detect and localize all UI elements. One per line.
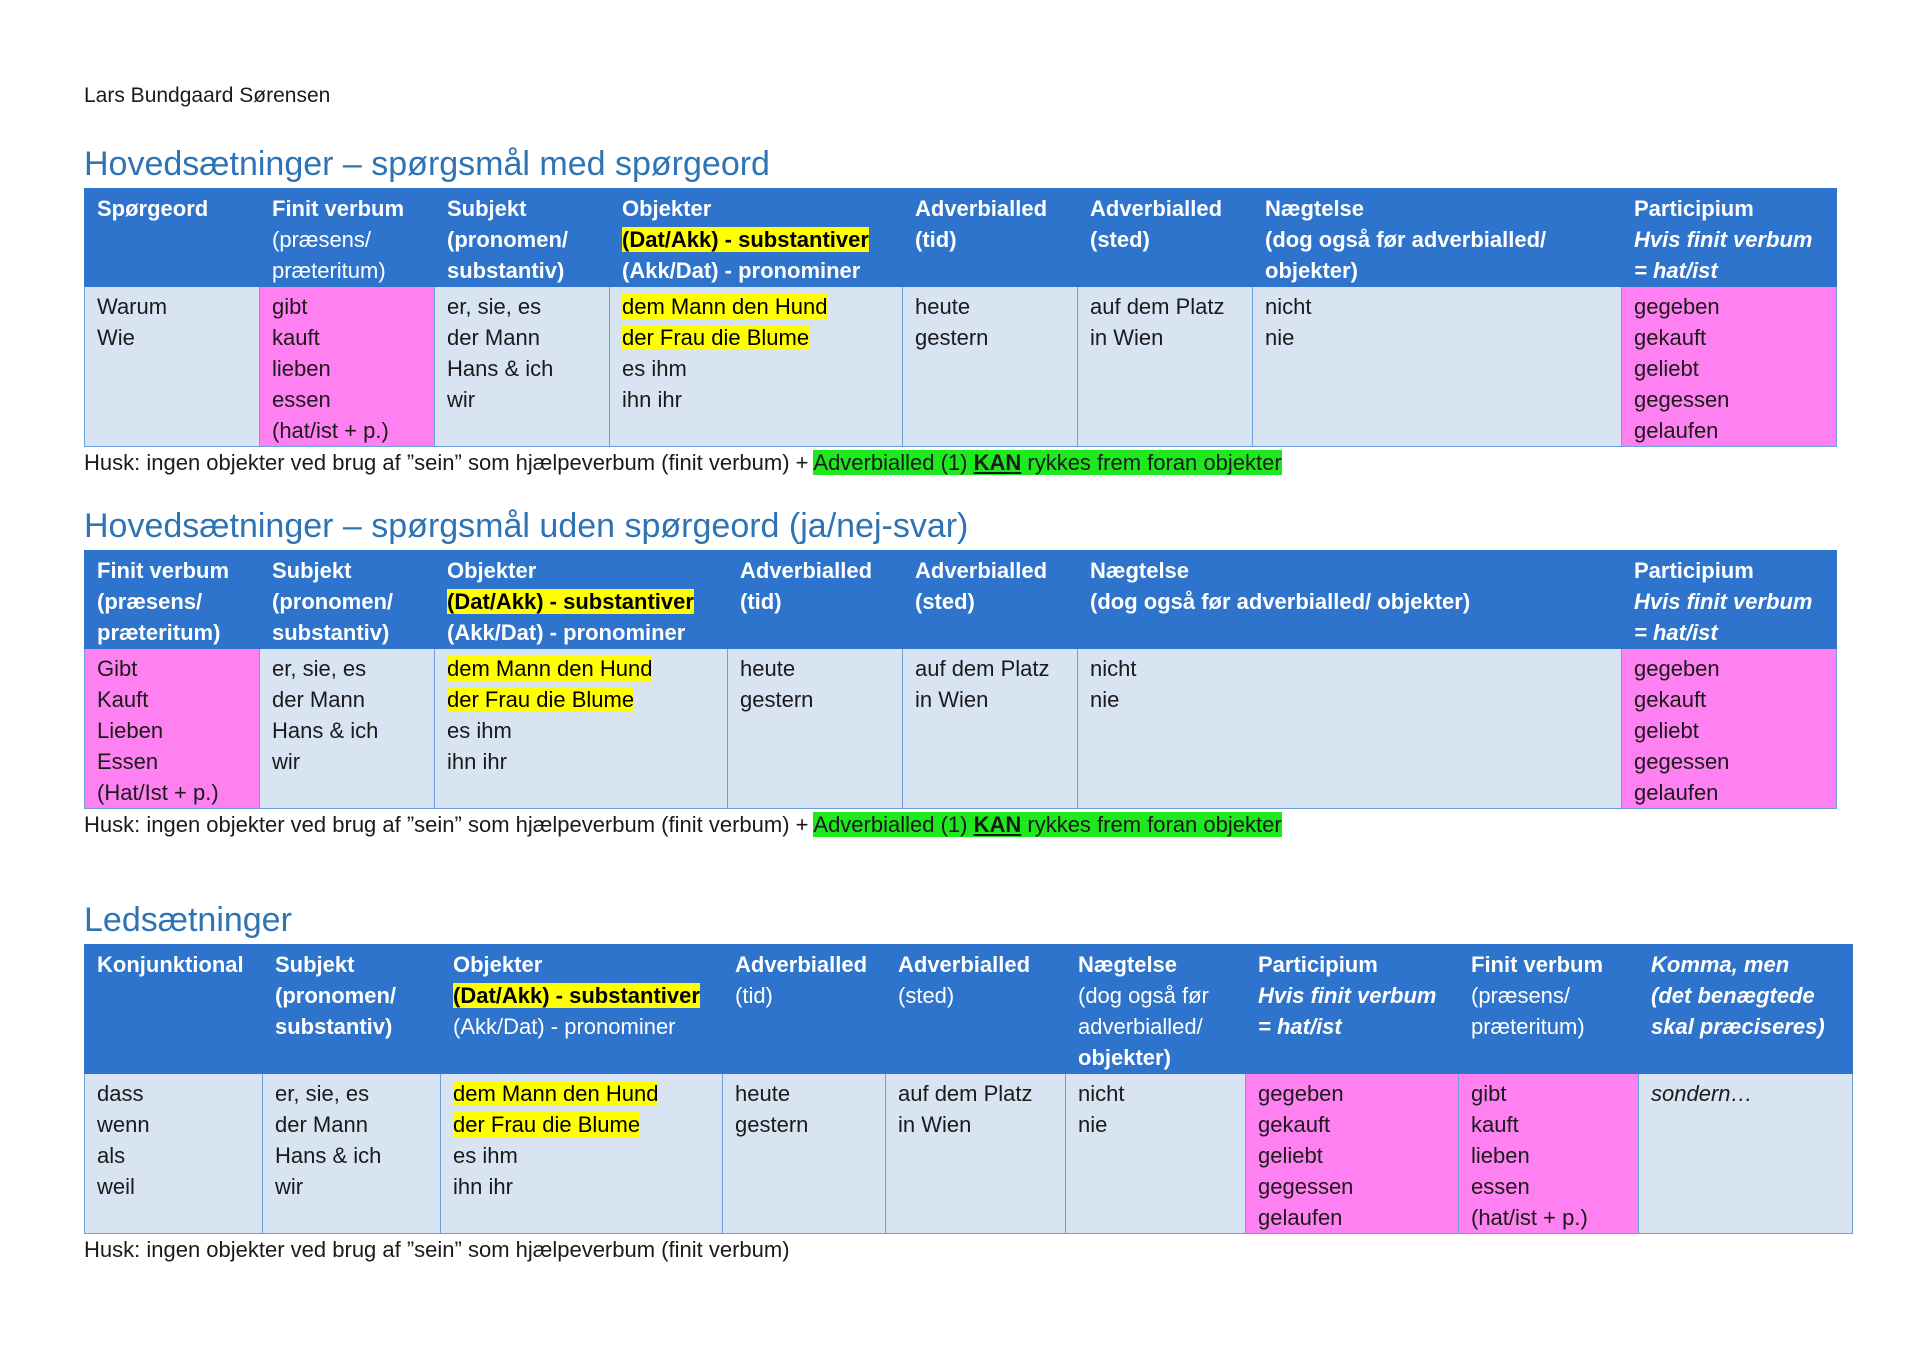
highlight-yellow: (Dat/Akk) - substantiver [447, 589, 694, 614]
cell-participles: gegeben gekauft geliebt gegessen gelaufen [1246, 1074, 1459, 1234]
header-participle: Participium Hvis finit verbum = hat/ist [1622, 189, 1837, 287]
header-objects: Objekter (Dat/Akk) - substantiver (Akk/Dat) - pronominer [435, 551, 728, 649]
header-objects: Objekter (Dat/Akk) - substantiver (Akk/Dat) - pronominer [441, 945, 723, 1074]
cell-negation: nicht nie [1066, 1074, 1246, 1234]
header-question-word: Spørgeord [85, 189, 260, 287]
table-row [85, 287, 1837, 447]
highlight-yellow: (Dat/Akk) - substantiver [453, 983, 700, 1008]
header-subject: Subjekt (pronomen/ substantiv) [260, 551, 435, 649]
header-objects: Objekter (Dat/Akk) - substantiver (Akk/Dat) - pronominer [610, 189, 903, 287]
reminder-note: Husk: ingen objekter ved brug af ”sein” som hjælpeverbum (finit verbum) [84, 1237, 790, 1262]
header-adverbial-place: Adverbialled (sted) [886, 945, 1066, 1074]
section-main-questions-without-questionword [84, 506, 1837, 840]
table-header-row [85, 189, 1837, 287]
cell-question-words: Warum Wie [85, 287, 260, 447]
section-title: Ledsætninger [84, 901, 292, 939]
header-participle: Participium Hvis finit verbum = hat/ist [1622, 551, 1837, 649]
cell-adverbial-time: heute gestern [728, 649, 903, 809]
cell-objects: dem Mann den Hund der Frau die Blume es ihm ihn ihr [435, 649, 728, 809]
table-row [85, 649, 1837, 809]
cell-adverbial-time: heute gestern [723, 1074, 886, 1234]
cell-negation: nicht nie [1078, 649, 1622, 809]
section-main-questions-with-questionword [84, 144, 1837, 478]
cell-adverbial-place: auf dem Platz in Wien [903, 649, 1078, 809]
header-subject: Subjekt (pronomen/ substantiv) [263, 945, 441, 1074]
cell-participles: gegeben gekauft geliebt gegessen gelaufen [1622, 287, 1837, 447]
header-subject: Subjekt (pronomen/ substantiv) [435, 189, 610, 287]
grammar-table [84, 188, 1837, 447]
cell-subjects: er, sie, es der Mann Hans & ich wir [435, 287, 610, 447]
header-adverbial-place: Adverbialled (sted) [903, 551, 1078, 649]
table-header-row [85, 551, 1837, 649]
table-header-row [85, 945, 1853, 1074]
header-adverbial-time: Adverbialled (tid) [728, 551, 903, 649]
header-negation: Nægtelse (dog også før adverbialled/ objekter) [1078, 551, 1622, 649]
header-participle: Participium Hvis finit verbum = hat/ist [1246, 945, 1459, 1074]
cell-adverbial-place: auf dem Platz in Wien [886, 1074, 1066, 1234]
cell-adverbial-place: auf dem Platz in Wien [1078, 287, 1253, 447]
cell-finite-verbs: gibt kauft lieben essen (hat/ist + p.) [260, 287, 435, 447]
header-conjunction: Konjunktional [85, 945, 263, 1074]
section-title: Hovedsætninger – spørgsmål uden spørgeord (ja/nej-svar) [84, 507, 969, 545]
cell-objects: dem Mann den Hund der Frau die Blume es ihm ihn ihr [610, 287, 903, 447]
cell-comma-example: sondern… [1639, 1074, 1853, 1234]
section-title: Hovedsætninger – spørgsmål med spørgeord [84, 145, 770, 183]
reminder-note: Husk: ingen objekter ved brug af ”sein” som hjælpeverbum (finit verbum) + Adverbialled (1) KAN rykkes frem foran objekter [84, 812, 1282, 837]
header-finite-verb: Finit verbum (præsens/ præteritum) [85, 551, 260, 649]
cell-negation: nicht nie [1253, 287, 1622, 447]
cell-finite-verbs: gibt kauft lieben essen (hat/ist + p.) [1459, 1074, 1639, 1234]
cell-conjunctions: dass wenn als weil [85, 1074, 263, 1234]
author-name: Lars Bundgaard Sørensen [84, 84, 331, 107]
highlight-yellow: (Dat/Akk) - substantiver [622, 227, 869, 252]
header-comma-note: Komma, men (det benægtede skal præciseres) [1639, 945, 1853, 1074]
section-subordinate-clauses [84, 900, 1853, 1265]
grammar-table [84, 944, 1853, 1234]
cell-objects: dem Mann den Hund der Frau die Blume es ihm ihn ihr [441, 1074, 723, 1234]
header-negation: Nægtelse (dog også før adverbialled/ objekter) [1253, 189, 1622, 287]
header-finite-verb: Finit verbum (præsens/ præteritum) [260, 189, 435, 287]
header-finite-verb: Finit verbum (præsens/ præteritum) [1459, 945, 1639, 1074]
cell-subjects: er, sie, es der Mann Hans & ich wir [263, 1074, 441, 1234]
grammar-table [84, 550, 1837, 809]
reminder-note: Husk: ingen objekter ved brug af ”sein” som hjælpeverbum (finit verbum) + Adverbialled (1) KAN rykkes frem foran objekter [84, 450, 1282, 475]
cell-subjects: er, sie, es der Mann Hans & ich wir [260, 649, 435, 809]
header-adverbial-time: Adverbialled (tid) [723, 945, 886, 1074]
cell-participles: gegeben gekauft geliebt gegessen gelaufen [1622, 649, 1837, 809]
header-adverbial-place: Adverbialled (sted) [1078, 189, 1253, 287]
table-row [85, 1074, 1853, 1234]
header-adverbial-time: Adverbialled (tid) [903, 189, 1078, 287]
header-negation: Nægtelse (dog også før adverbialled/ objekter) [1066, 945, 1246, 1074]
cell-adverbial-time: heute gestern [903, 287, 1078, 447]
cell-finite-verbs: Gibt Kauft Lieben Essen (Hat/Ist + p.) [85, 649, 260, 809]
